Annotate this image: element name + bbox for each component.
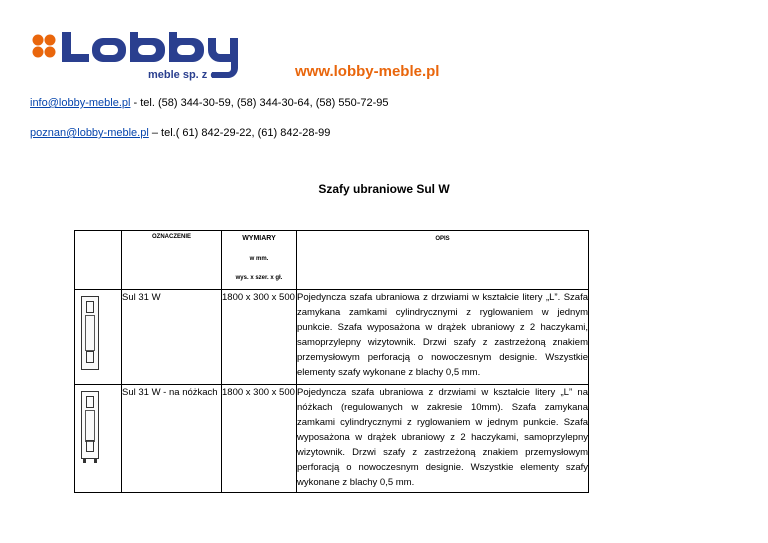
- header-oznaczenie: [122, 231, 222, 290]
- table-row: [75, 290, 589, 385]
- phone-numbers: - tel. (58) 344-30-59, (58) 344-30-64, (58) 550-72-95: [130, 97, 389, 109]
- product-description: Pojedyncza szafa ubraniowa z drzwiami w kształcie litery „L”. Szafa zamykana zamkami cylindrycznymi z ryglowaniem w jednym punkcie. Szafa wyposażona w drążek ubraniowy z 2 haczykami, samoprzylepny wizytownik. Drzwi szafy z zastrzeżoną znakiem przemysłowym perforacją o nowoczesnym designie. Wszystkie elementy szafy wykonane z blachy 0,5 mm.: [297, 290, 589, 385]
- contact-line-poznan: [30, 127, 330, 139]
- product-image-cell: [75, 290, 122, 385]
- table-row: [75, 385, 589, 493]
- product-dimensions: 1800 x 300 x 500: [222, 385, 297, 493]
- column-header-label: OZNACZENIE: [152, 234, 191, 240]
- header-image-cell: [75, 231, 122, 290]
- product-image-cell: [75, 385, 122, 493]
- email-link[interactable]: info@lobby-meble.pl: [30, 97, 131, 109]
- product-name: Sul 31 W: [122, 290, 222, 385]
- phone-numbers: – tel.( 61) 842-29-22, (61) 842-28-99: [148, 127, 331, 139]
- email-link[interactable]: poznan@lobby-meble.pl: [30, 127, 149, 139]
- product-description: Pojedyncza szafa ubraniowa z drzwiami w kształcie litery „L” na nóżkach (regulowanych w zakresie 10mm). Szafa zamykana zamkami cylindrycznymi z ryglowaniem w jednym punkcie. Szafa wyposażona w drążek ubraniowy z 2 haczykami, samoprzylepny wizytownik. Drzwi szafy z zastrzeżoną znakiem przemysłowym perforacją o nowoczesnym designie. Wszystkie elementy szafy wykonane z blachy 0,5 mm.: [297, 385, 589, 493]
- locker-icon: [81, 296, 99, 370]
- website-url[interactable]: www.lobby-meble.pl: [295, 63, 440, 80]
- product-table: [74, 230, 589, 493]
- column-header-units: w mm.: [249, 256, 269, 262]
- column-header-dims: wys. x szer. x gł.: [235, 275, 283, 281]
- column-header-label: OPIS: [435, 236, 450, 242]
- column-header-label: WYMIARY: [242, 235, 276, 242]
- header-opis: [297, 231, 589, 290]
- contact-line-gdansk: [30, 97, 389, 109]
- logo-graphic: [30, 28, 270, 84]
- product-dimensions: 1800 x 300 x 500: [222, 290, 297, 385]
- header-wymiary: [222, 231, 297, 290]
- product-name: Sul 31 W - na nóżkach: [122, 385, 222, 493]
- locker-with-legs-icon: [81, 391, 99, 459]
- logo-tagline: meble sp. z o.o.: [148, 69, 230, 81]
- table-header-row: [75, 231, 589, 290]
- lobby-logo: [30, 28, 270, 84]
- document-title: Szafy ubraniowe Sul W: [318, 182, 450, 196]
